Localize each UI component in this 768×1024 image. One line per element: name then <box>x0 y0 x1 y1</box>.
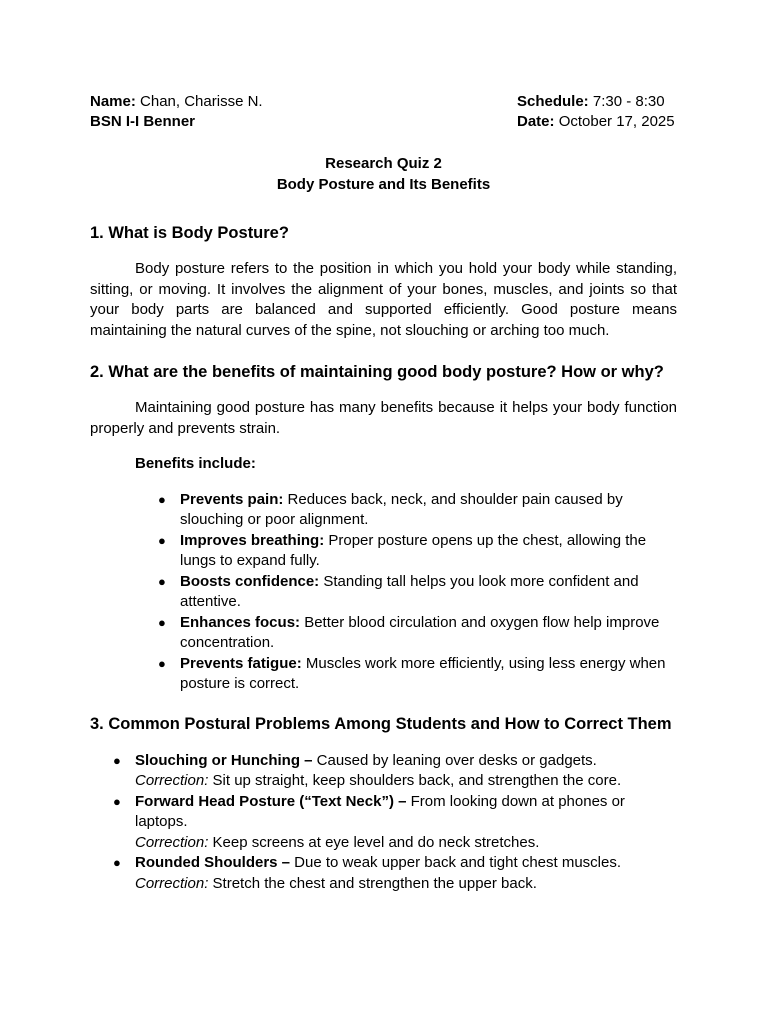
list-item: ● Improves breathing: Proper posture opens up the chest, allowing the lungs to expand fully. <box>158 531 647 569</box>
section-label: BSN I-I Benner <box>90 113 196 130</box>
list-item: ● Slouching or Hunching – Caused by leaning over desks or gadgets. Correction: Sit up straight, keep shoulders back, and strengthen the core. <box>113 751 622 789</box>
bullet-icon: ● <box>158 614 166 630</box>
document-page <box>90 92 677 894</box>
bullet-icon: ● <box>158 573 166 589</box>
problems-list <box>113 751 677 895</box>
section1-heading: 1. What is Body Posture? <box>90 224 289 242</box>
benefits-list <box>158 490 677 695</box>
list-item: ● Prevents fatigue: Muscles work more efficiently, using less energy when posture is correct. <box>158 654 666 692</box>
header-row-1 <box>90 92 677 112</box>
benefits-label: Benefits include: <box>135 455 256 472</box>
doc-title: Research Quiz 2 <box>325 155 442 172</box>
schedule-field: Schedule: 7:30 - 8:30 <box>517 93 665 110</box>
list-item: ● Forward Head Posture (“Text Neck”) – From looking down at phones or laptops. Correction: Keep screens at eye level and do neck stretches. <box>113 792 625 851</box>
section3-heading: 3. Common Postural Problems Among Students and How to Correct Them <box>90 714 672 733</box>
bullet-icon: ● <box>113 752 121 768</box>
section1-body: Body posture refers to the position in which you hold your body while standing, sitting, or moving. It involves the alignment of your bones, muscles, and joints so that your body parts are balanced and supported efficiently. Good posture means maintaining the natural curves of the spine, not slouching or arching too much. <box>90 260 677 339</box>
bullet-icon: ● <box>113 793 121 809</box>
list-item: ● Rounded Shoulders – Due to weak upper back and tight chest muscles. Correction: Stretch the chest and strengthen the upper back. <box>113 854 622 892</box>
date-field: Date: October 17, 2025 <box>517 113 675 130</box>
bullet-icon: ● <box>158 655 166 671</box>
list-item: ● Prevents pain: Reduces back, neck, and shoulder pain caused by slouching or poor alignment. <box>158 490 623 528</box>
list-item: ● Enhances focus: Better blood circulation and oxygen flow help improve concentration. <box>158 613 660 651</box>
section2-body: Maintaining good posture has many benefits because it helps your body function properly and prevents strain. <box>90 399 677 437</box>
bullet-icon: ● <box>158 532 166 548</box>
bullet-icon: ● <box>158 491 166 507</box>
header-row-2 <box>90 112 677 132</box>
name-field: Name: Chan, Charisse N. <box>90 93 263 110</box>
section2-heading: 2. What are the benefits of maintaining good body posture? How or why? <box>90 363 664 381</box>
doc-subtitle: Body Posture and Its Benefits <box>276 176 491 193</box>
bullet-icon: ● <box>113 855 121 870</box>
list-item: ● Boosts confidence: Standing tall helps you look more confident and attentive. <box>158 572 639 610</box>
